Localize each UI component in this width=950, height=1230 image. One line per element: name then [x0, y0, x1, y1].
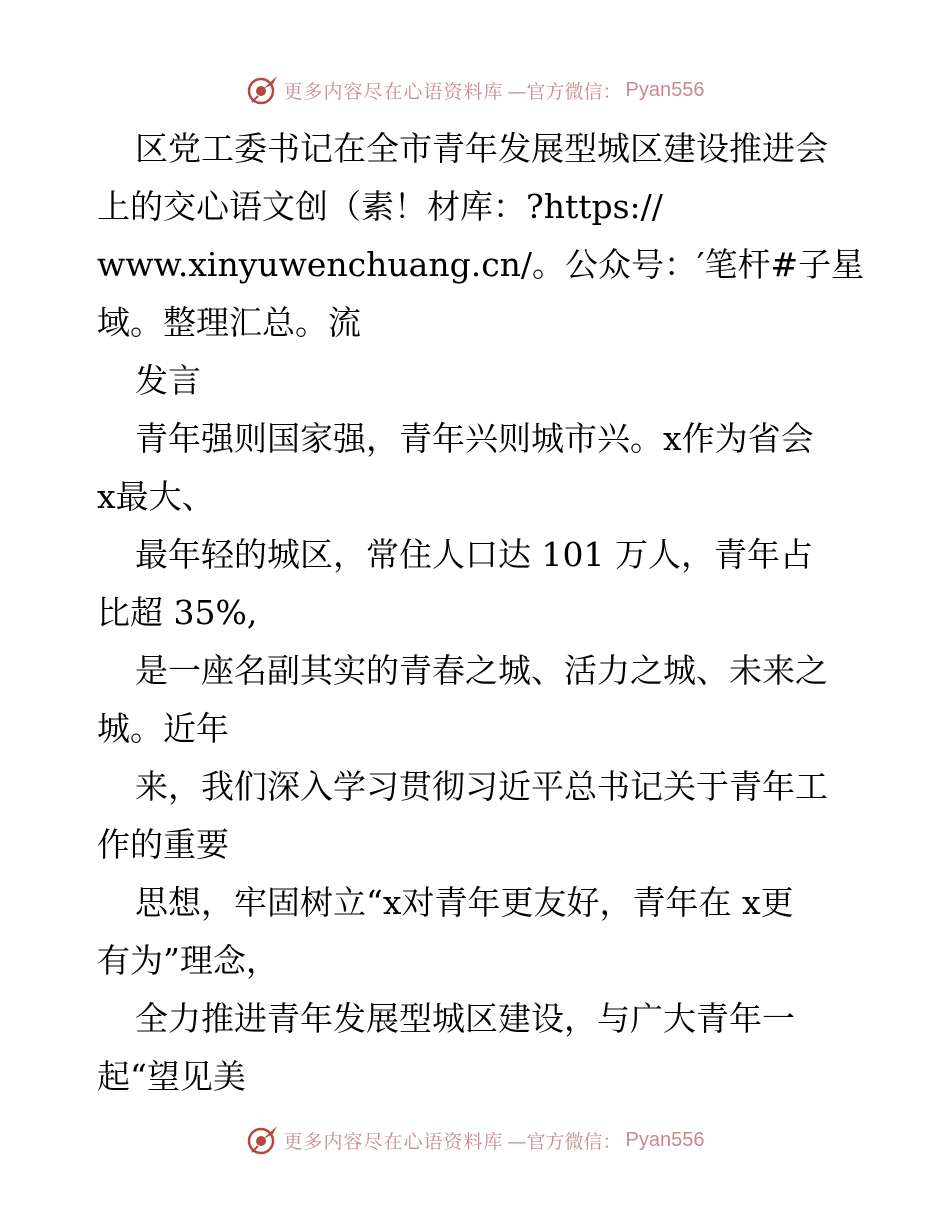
- text-line: www.xinyuwenchuang.cn/。公众号：′笔杆#子星: [97, 245, 865, 284]
- text-line: 上的交心语文创（素！材库：?https://: [97, 187, 663, 226]
- banner-text: 更多内容尽在心语资料库: [283, 80, 504, 103]
- text-line: 域。整理汇总。流: [97, 303, 361, 342]
- text-line: 是一座名副其实的青春之城、活力之城、未来之: [135, 651, 828, 690]
- document-body: [97, 120, 867, 1106]
- text-line: 作的重要: [97, 825, 229, 864]
- text-line: 全力推进青年发展型城区建设，与广大青年一: [135, 999, 795, 1038]
- header-banner: [0, 72, 950, 108]
- text-line: 来，我们深入学习贯彻习近平总书记关于青年工: [135, 767, 828, 806]
- text-line: 区党工委书记在全市青年发展型城区建设推进会: [135, 129, 828, 168]
- banner-wechat-label: —官方微信：: [507, 80, 622, 103]
- text-line: 有为”理念，: [97, 941, 279, 980]
- banner-text: 更多内容尽在心语资料库: [283, 1130, 504, 1153]
- text-line: 青年强则国家强，青年兴则城市兴。x作为省会: [135, 419, 814, 458]
- text-line: 比超 35%,: [97, 593, 258, 632]
- text-line: 思想，牢固树立“x对青年更友好，青年在 x更: [135, 883, 794, 922]
- text-line: 起“望见美: [97, 1057, 246, 1096]
- text-line: x最大、: [97, 477, 215, 516]
- banner-wechat-id: Pyan556: [625, 1128, 705, 1151]
- text-line: 城。近年: [97, 709, 229, 748]
- text-line: 发言: [135, 361, 201, 400]
- text-line: 最年轻的城区，常住人口达 101 万人，青年占: [135, 535, 813, 574]
- banner-wechat-label: —官方微信：: [507, 1130, 622, 1153]
- quill-logo-icon: [246, 73, 280, 107]
- footer-banner: [0, 1122, 950, 1158]
- banner-wechat-id: Pyan556: [625, 78, 705, 101]
- quill-logo-icon: [246, 1123, 280, 1157]
